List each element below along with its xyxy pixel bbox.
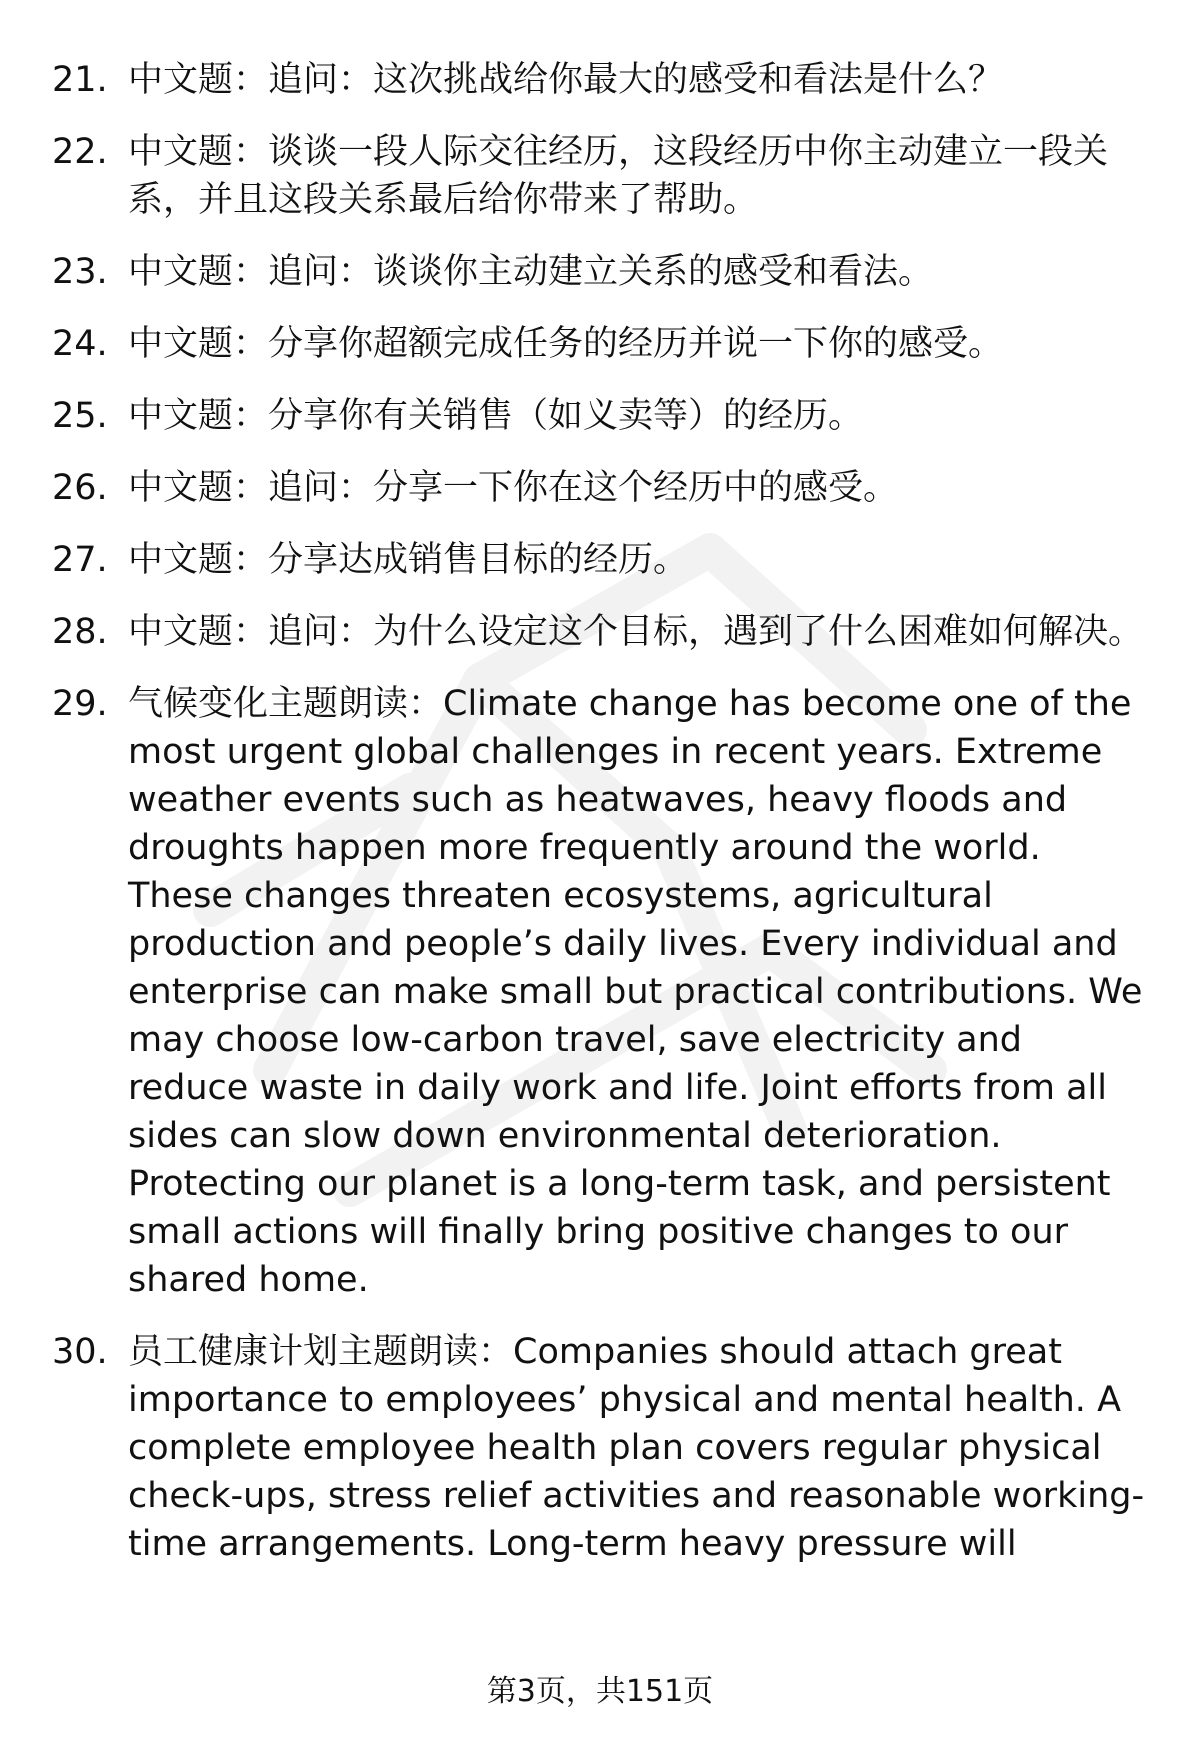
item-text: 员工健康计划主题朗读：Companies should attach great importance to employees’ physical and mental health. A complete employee health plan covers regular physical check-ups, stress relief activities and reasonable working-time arrangements. Long-term heavy pressure will — [128, 1332, 1145, 1564]
item-text: 中文题：分享达成销售目标的经历。 — [128, 540, 689, 580]
item-number: 25. — [52, 396, 108, 436]
item-text: 中文题：分享你有关销售（如义卖等）的经历。 — [128, 396, 864, 436]
item-number: 26. — [52, 468, 108, 508]
list-item — [52, 464, 1150, 512]
list-item — [52, 320, 1150, 368]
item-number: 29. — [52, 684, 108, 724]
item-number: 27. — [52, 540, 108, 580]
item-text: 中文题：谈谈一段人际交往经历，这段经历中你主动建立一段关系，并且这段关系最后给你带来了帮助。 — [128, 132, 1109, 220]
list-item — [52, 1328, 1150, 1568]
list-item — [52, 248, 1150, 296]
item-number: 30. — [52, 1332, 108, 1372]
item-number: 22. — [52, 132, 108, 172]
item-text: 中文题：追问：分享一下你在这个经历中的感受。 — [128, 468, 899, 508]
list-item — [52, 608, 1150, 656]
list-item — [52, 392, 1150, 440]
item-text: 中文题：分享你超额完成任务的经历并说一下你的感受。 — [128, 324, 1004, 364]
page-number-footer: 第3页，共151页 — [486, 1674, 714, 1709]
list-item — [52, 680, 1150, 1304]
item-text: 中文题：追问：这次挑战给你最大的感受和看法是什么？ — [128, 60, 1004, 100]
question-list — [52, 56, 1150, 1592]
item-text: 中文题：追问：为什么设定这个目标，遇到了什么困难如何解决。 — [128, 612, 1144, 652]
item-number: 28. — [52, 612, 108, 652]
item-number: 24. — [52, 324, 108, 364]
list-item — [52, 536, 1150, 584]
item-text: 气候变化主题朗读：Climate change has become one of the most urgent global challenges in recent years. Extreme weather events such as heatwaves, heavy floods and droughts happen more frequently around the world. These changes threaten ecosystems, agricultural production and people’s daily lives. Every individual and enterprise can make small but practical contributions. We may choose low-carbon travel, save electricity and reduce waste in daily work and life. Joint efforts from all sides can slow down environmental deterioration. Protecting our planet is a long-term task, and persistent small actions will finally bring positive changes to our shared home. — [128, 684, 1143, 1300]
list-item — [52, 128, 1150, 224]
item-number: 21. — [52, 60, 108, 100]
item-number: 23. — [52, 252, 108, 292]
list-item — [52, 56, 1150, 104]
item-text: 中文题：追问：谈谈你主动建立关系的感受和看法。 — [128, 252, 934, 292]
